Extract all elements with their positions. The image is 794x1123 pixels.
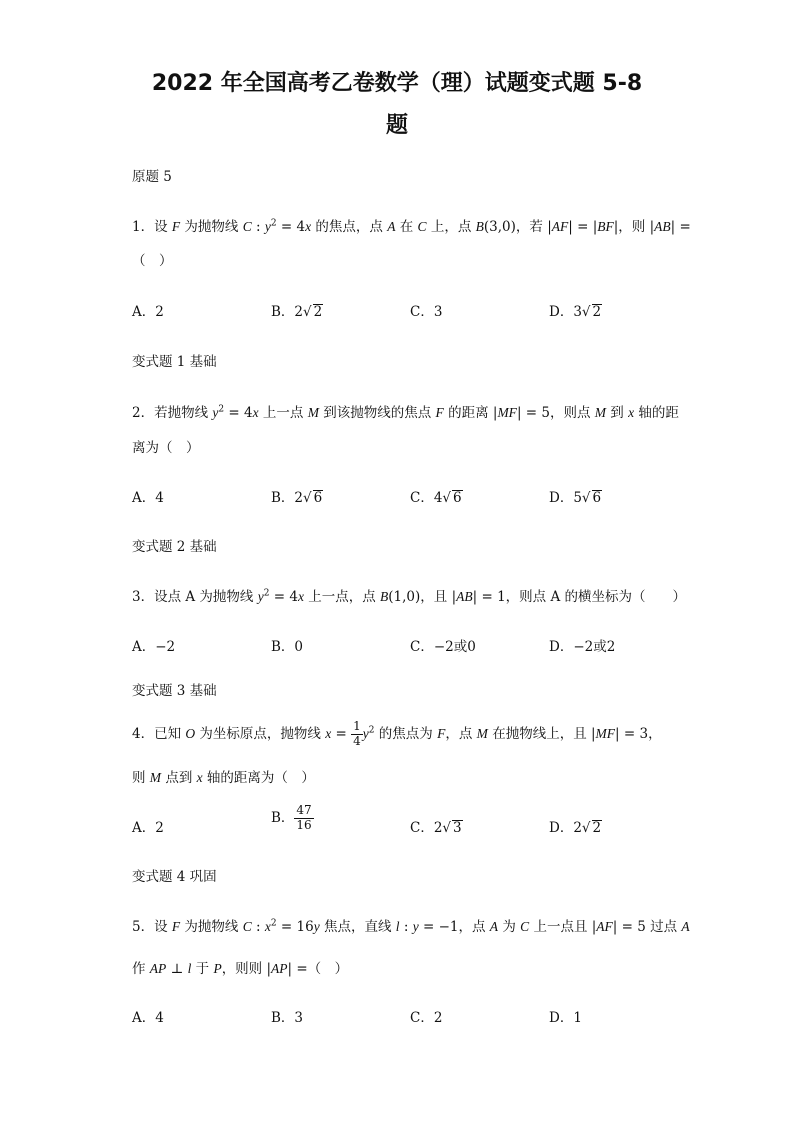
question-2-option-a: A．4 [132,490,164,506]
question-3-option-b: B．0 [271,639,304,655]
question-1-option-d: D．3√ 2 [549,304,602,320]
original-problem-label: 原题 5 [132,169,172,185]
document-title-continuation: 题 [385,113,408,138]
variant-2-label: 变式题 2 基础 [132,539,217,555]
question-4-option-a: A．2 [132,820,164,836]
variant-4-label: 变式题 4 巩固 [132,869,217,885]
question-3-option-d: D．−2或2 [549,639,616,655]
question-1-paren: （ ） [132,253,173,269]
variant-3-label: 变式题 3 基础 [132,683,217,699]
question-2-option-c: C．4√ 6 [410,490,462,506]
question-5-option-c: C．2 [410,1010,443,1026]
question-5-option-b: B．3 [271,1010,304,1026]
question-5-text: 5．设 F 为抛物线 C : $x^2 = 16y$ 焦点，直线 l : y = −1，点 A 为 C 上一点且 |AF| = 5 过点 A [132,918,690,935]
question-5-text-cont: 作 AP ⊥ l 于 P，则则 |AP| =（ ） [132,961,349,977]
question-2-text: 2．若抛物线 $y^2 = 4x$ 上一点 M 到该抛物线的焦点 F 的距离 |MF| = 5，则点 M 到 x 轴的距 [132,404,679,421]
question-2-option-d: D．5√ 6 [549,490,602,506]
question-5-option-a: A．4 [132,1010,164,1026]
question-4-text: 4．已知 O 为坐标原点，抛物线 x = $\frac{1}{4}$ $y^2$ 的焦点为 F，点 M 在抛物线上，且 |MF| = 3， [132,719,662,748]
document-title: 2022 年全国高考乙卷数学（理）试题变式题 5-8 [151,71,643,96]
question-1-option-c: C．3 [410,304,443,320]
question-5-option-d: D．1 [549,1010,582,1026]
question-4-text-cont: 则 M 点到 x 轴的距离为（ ） [132,770,315,786]
question-1-option-a: A．2 [132,304,164,320]
question-3-text: 3．设点 A 为抛物线 $y^2 = 4x$ 上一点，点 B(1,0)，且 |AB| = 1，则点 A 的横坐标为（ ） [132,588,686,605]
question-1-option-b: B．2√ 2 [271,304,323,320]
question-3-option-c: C．−2或0 [410,639,476,655]
question-4-option-d: D．2√ 2 [549,820,602,836]
question-4-option-c: C．2√ 3 [410,820,462,836]
question-1-text: 1．设 F 为抛物线 C : $y^2 = 4x$ 的焦点，点 A 在 C 上，点 B(3,0)，若 |AF| = |BF|，则 |AB| = [132,218,691,235]
question-4-option-b: B． $\frac{47}{16}$ [271,803,312,832]
variant-1-label: 变式题 1 基础 [132,354,217,370]
question-2-option-b: B．2√ 6 [271,490,323,506]
question-2-text-cont: 离为（ ） [132,440,200,456]
question-3-option-a: A．−2 [132,639,176,655]
